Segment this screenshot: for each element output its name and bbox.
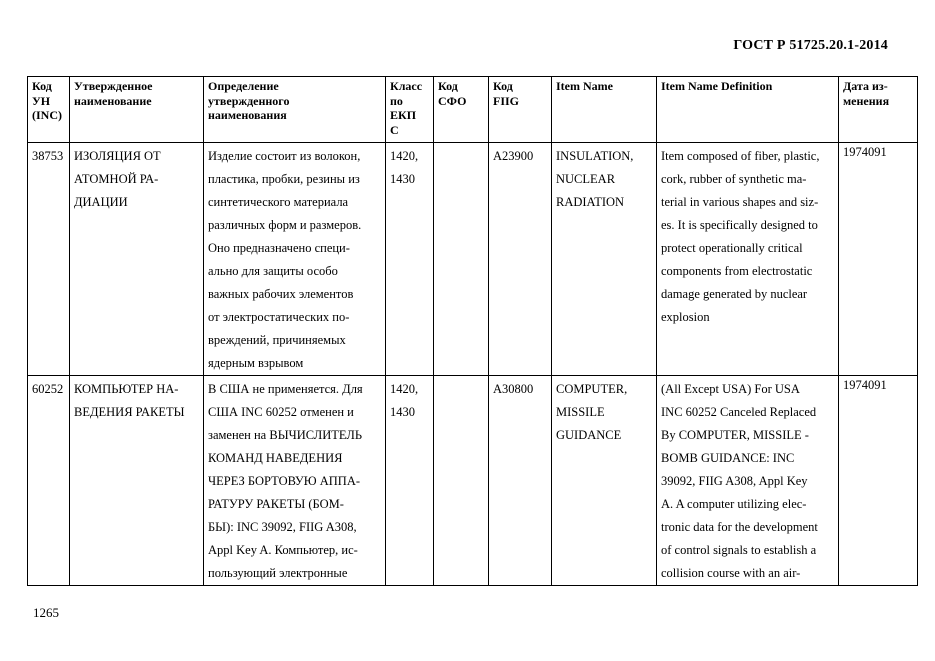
col-header-item-name bbox=[552, 77, 657, 143]
text-line: утвержденного bbox=[208, 93, 290, 108]
cell-inc: 60252 bbox=[28, 376, 70, 586]
text-line: Appl Key A. Компьютер, ис- bbox=[208, 543, 358, 557]
text-line: (All Except USA) For USA bbox=[661, 382, 800, 396]
col-header-fiig bbox=[489, 77, 552, 143]
text-line: УН bbox=[32, 93, 51, 108]
text-line: explosion bbox=[661, 310, 710, 324]
text-line: BOMB GUIDANCE: INC bbox=[661, 451, 795, 465]
text-line: БЫ): INC 39092, FIIG A308, bbox=[208, 520, 357, 534]
text-line: от электростатических по- bbox=[208, 310, 350, 324]
col-header-inc bbox=[28, 77, 70, 143]
table-row bbox=[28, 143, 918, 376]
table-header-row bbox=[28, 77, 918, 143]
text-line: Класс bbox=[390, 79, 423, 93]
text-line: В США не применяется. Для bbox=[208, 382, 363, 396]
text-line: пользующий электронные bbox=[208, 566, 348, 580]
text-line: ИЗОЛЯЦИЯ ОТ bbox=[74, 149, 161, 163]
text-line: components from electrostatic bbox=[661, 264, 813, 278]
cell-fiig: A30800 bbox=[489, 376, 552, 586]
text-line: By COMPUTER, MISSILE - bbox=[661, 428, 809, 442]
text-line: MISSILE bbox=[556, 405, 605, 419]
text-line: NUCLEAR bbox=[556, 172, 616, 186]
table-row bbox=[28, 376, 918, 586]
catalog-table bbox=[27, 76, 918, 586]
text-line: 1430 bbox=[390, 405, 415, 419]
text-line: es. It is specifically designed to bbox=[661, 218, 818, 232]
cell-definition-ru bbox=[204, 143, 386, 376]
cell-item-definition bbox=[657, 376, 839, 586]
text-line: ЧЕРЕЗ БОРТОВУЮ АППА- bbox=[208, 474, 361, 488]
text-line: ЕКП bbox=[390, 108, 417, 122]
cell-definition-ru bbox=[204, 376, 386, 586]
cell-class-codes bbox=[386, 143, 434, 376]
text-line: FIIG bbox=[493, 93, 520, 108]
text-line: Определение bbox=[208, 79, 279, 93]
text-line: Код bbox=[493, 79, 513, 93]
page-number: 1265 bbox=[33, 605, 59, 620]
document-header-title: ГОСТ Р 51725.20.1-2014 bbox=[733, 38, 888, 53]
text-line: ВЕДЕНИЯ РАКЕТЫ bbox=[74, 405, 185, 419]
text-line: Дата из- bbox=[843, 79, 888, 93]
text-line: КОМПЬЮТЕР НА- bbox=[74, 382, 179, 396]
text-line: Код bbox=[32, 79, 52, 93]
text-line: наименование bbox=[74, 93, 152, 108]
text-line: ДИАЦИИ bbox=[74, 195, 128, 209]
text-line: С bbox=[390, 122, 399, 137]
text-line: RADIATION bbox=[556, 195, 625, 209]
text-line: синтетического материала bbox=[208, 195, 349, 209]
text-line: по bbox=[390, 93, 403, 108]
col-header-definition bbox=[204, 77, 386, 143]
col-header-item-definition bbox=[657, 77, 839, 143]
text-line: 1430 bbox=[390, 172, 415, 186]
text-line: tronic data for the development bbox=[661, 520, 818, 534]
text-line: США INC 60252 отменен и bbox=[208, 405, 354, 419]
text-line: Изделие состоит из волокон, bbox=[208, 149, 361, 163]
text-line: damage generated by nuclear bbox=[661, 287, 808, 301]
text-line: АТОМНОЙ РА- bbox=[74, 172, 159, 186]
text-line: вреждений, причиняемых bbox=[208, 333, 346, 347]
text-line: наименования bbox=[208, 108, 287, 122]
cell-name-ru bbox=[70, 376, 204, 586]
text-line: COMPUTER, bbox=[556, 382, 628, 396]
cell-fiig: A23900 bbox=[489, 143, 552, 376]
text-line: INSULATION, bbox=[556, 149, 634, 163]
col-header-class bbox=[386, 77, 434, 143]
text-line: Утвержденное bbox=[74, 79, 153, 93]
cell-name-ru bbox=[70, 143, 204, 376]
text-line: of control signals to establish a bbox=[661, 543, 817, 557]
text-line: важных рабочих элементов bbox=[208, 287, 354, 301]
text-line: РАТУРУ РАКЕТЫ (БОМ- bbox=[208, 497, 344, 511]
text-line: INC 60252 Canceled Replaced bbox=[661, 405, 817, 419]
text-line: 39092, FIIG A308, Appl Key bbox=[661, 474, 808, 488]
cell-item-name bbox=[552, 376, 657, 586]
text-line: ально для защиты особо bbox=[208, 264, 338, 278]
text-line: GUIDANCE bbox=[556, 428, 622, 442]
text-line: менения bbox=[843, 93, 890, 108]
text-line: (INC) bbox=[32, 108, 62, 122]
text-line: Item Name Definition bbox=[661, 79, 773, 93]
text-line: A. A computer utilizing elec- bbox=[661, 497, 807, 511]
text-line: 1420, bbox=[390, 382, 419, 396]
cell-change-date: 1974091 bbox=[839, 143, 918, 376]
cell-item-name bbox=[552, 143, 657, 376]
cell-sfo-code bbox=[434, 143, 489, 376]
text-line: ядерным взрывом bbox=[208, 356, 304, 370]
text-line: collision course with an air- bbox=[661, 566, 801, 580]
text-line: 1420, bbox=[390, 149, 419, 163]
cell-inc: 38753 bbox=[28, 143, 70, 376]
text-line: cork, rubber of synthetic ma- bbox=[661, 172, 807, 186]
cell-item-definition bbox=[657, 143, 839, 376]
text-line: Item Name bbox=[556, 79, 613, 93]
text-line: Код bbox=[438, 79, 458, 93]
col-header-sfo bbox=[434, 77, 489, 143]
col-header-change-date bbox=[839, 77, 918, 143]
text-line: заменен на ВЫЧИСЛИТЕЛЬ bbox=[208, 428, 363, 442]
cell-class-codes bbox=[386, 376, 434, 586]
text-line: пластика, пробки, резины из bbox=[208, 172, 360, 186]
text-line: Item composed of fiber, plastic, bbox=[661, 149, 820, 163]
col-header-approved-name bbox=[70, 77, 204, 143]
text-line: terial in various shapes and siz- bbox=[661, 195, 819, 209]
text-line: Оно предназначено специ- bbox=[208, 241, 350, 255]
text-line: КОМАНД НАВЕДЕНИЯ bbox=[208, 451, 343, 465]
cell-change-date: 1974091 bbox=[839, 376, 918, 586]
cell-sfo-code bbox=[434, 376, 489, 586]
text-line: различных форм и размеров. bbox=[208, 218, 362, 232]
text-line: СФО bbox=[438, 93, 467, 108]
text-line: protect operationally critical bbox=[661, 241, 803, 255]
